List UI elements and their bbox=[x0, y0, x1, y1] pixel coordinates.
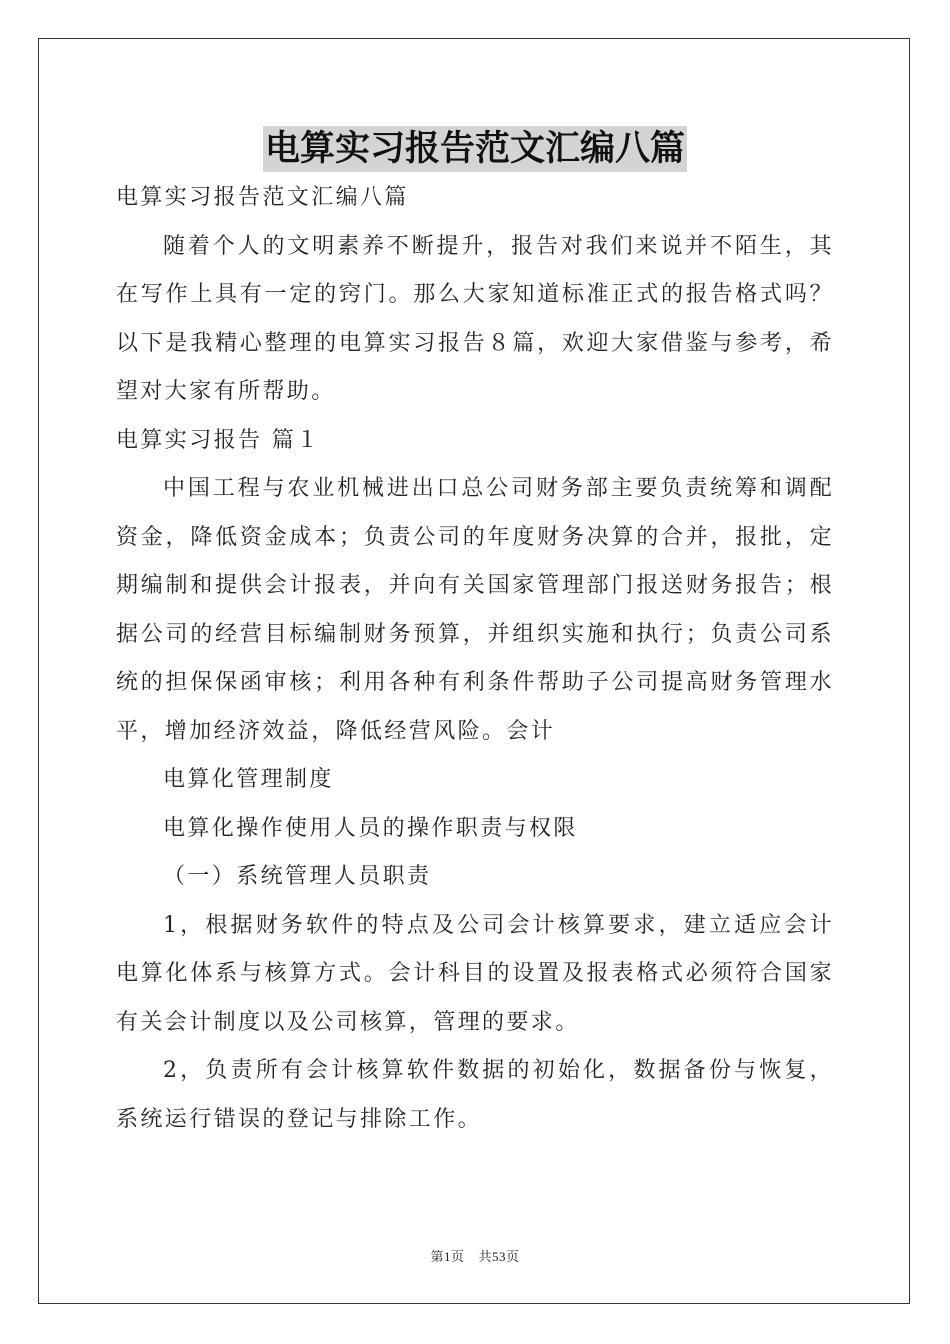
page-total: 共53页 bbox=[478, 1249, 520, 1264]
paragraph: 中国工程与农业机械进出口总公司财务部主要负责统筹和调配资金，降低资金成本；负责公司的年度财务决算的合并，报批，定期编制和提供会计报表，并向有关国家管理部门报送财务报告；根据公司的经营目标编制财务预算，并组织实施和执行；负责公司系统的担保保函审核；利用各种有利条件帮助子公司提高财务管理水平，增加经济效益，降低经营风险。会计 bbox=[116, 476, 834, 744]
paragraph: 1，根据财务软件的特点及公司会计核算要求，建立适应会计电算化体系与核算方式。会计科目的设置及报表格式必须符合国家有关会计制度以及公司核算，管理的要求。 bbox=[116, 912, 834, 1035]
paragraph: 随着个人的文明素养不断提升，报告对我们来说并不陌生，其在写作上具有一定的窍门。那么大家知道标准正式的报告格式吗？以下是我精心整理的电算实习报告８篇，欢迎大家借鉴与参考，希望对大家有所帮助。 bbox=[116, 233, 834, 404]
page-number: 第1页 bbox=[430, 1249, 465, 1264]
title-wrap bbox=[0, 126, 950, 172]
paragraph: （一）系统管理人员职责 bbox=[163, 864, 432, 889]
paragraph: 电算化操作使用人员的操作职责与权限 bbox=[163, 815, 578, 841]
paragraph: 电算化管理制度 bbox=[163, 767, 334, 792]
document-title: 电算实习报告范文汇编八篇 bbox=[263, 126, 687, 172]
document-body bbox=[116, 174, 834, 1144]
page-footer bbox=[0, 1246, 950, 1265]
paragraph: 2，负责所有会计核算软件数据的初始化，数据备份与恢复，系统运行错误的登记与排除工作。 bbox=[116, 1058, 834, 1132]
paragraph: 电算实习报告范文汇编八篇 bbox=[116, 185, 409, 210]
paragraph: 电算实习报告 篇１ bbox=[116, 427, 321, 453]
